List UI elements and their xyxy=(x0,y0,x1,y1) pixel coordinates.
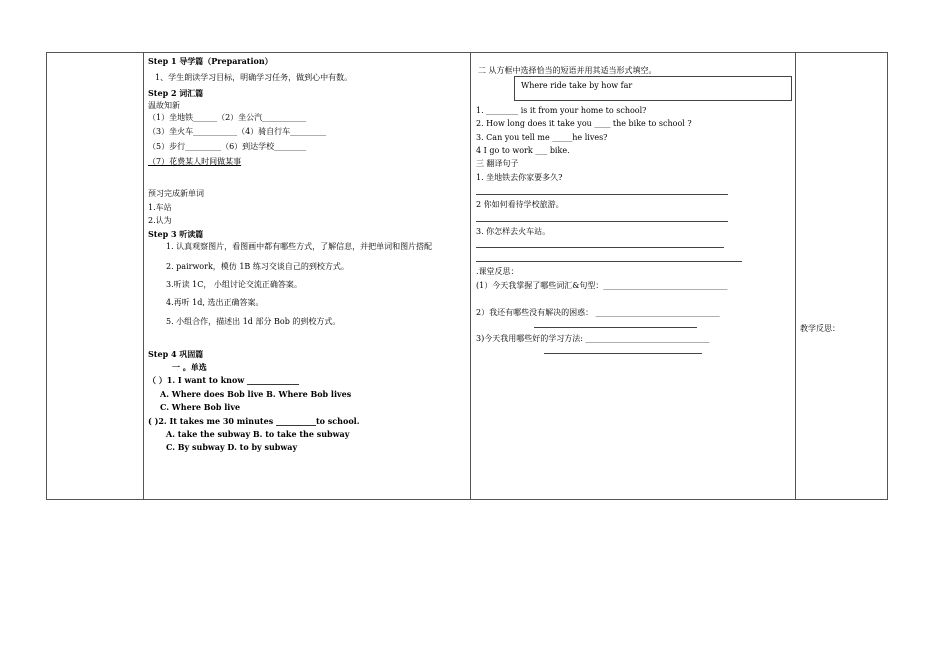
answer-line xyxy=(544,353,702,354)
preview-item: 1.车站 xyxy=(148,203,172,212)
preview-item: 2.认为 xyxy=(148,216,172,225)
part3-title: 三 翻译句子 xyxy=(476,159,519,168)
column-divider xyxy=(795,52,796,500)
step3-item: 3.听读 1C， 小组讨论交流正确答案。 xyxy=(166,280,302,289)
fill-blank: 1. ________ is it from your home to school? xyxy=(476,106,647,115)
step2-title: Step 2 词汇篇 xyxy=(148,88,204,98)
answer-line xyxy=(476,261,742,262)
reflect-item: (1）今天我掌握了哪些词汇&句型：_______________________________ xyxy=(476,281,728,290)
step3-title: Step 3 听读篇 xyxy=(148,229,204,239)
step2-subtitle: 温故知新 xyxy=(148,101,180,110)
step3-item: 1. 认真观察图片，看图画中都有哪些方式，了解信息，并把单词和图片搭配 xyxy=(166,242,433,251)
step3-item: 2. pairwork，模仿 1B 练习交谈自己的到校方式。 xyxy=(166,262,349,271)
preview-title: 预习完成新单词 xyxy=(148,189,204,198)
answer-line xyxy=(476,194,728,195)
teaching-reflection-label: 教学反思： xyxy=(800,324,840,333)
vocab-line: （3）坐火车___________（4）骑自行车_________ xyxy=(148,127,327,136)
part2-title: 二 从方框中选择恰当的短语并用其适当形式填空。 xyxy=(478,66,657,75)
reflect-item: 2）我还有哪些没有解决的困惑： _______________________________ xyxy=(476,308,720,317)
question-1: （ ）1. I want to know _____________ xyxy=(148,375,299,385)
reflect-title: .课堂反思： xyxy=(476,267,519,276)
step4-title: Step 4 巩固篇 xyxy=(148,349,204,359)
step3-item: 4.再听 1d, 选出正确答案。 xyxy=(166,298,264,307)
fill-blank: 3. Can you tell me _____he lives? xyxy=(476,133,608,142)
step3-item: 5. 小组合作，描述出 1d 部分 Bob 的到校方式。 xyxy=(166,317,341,326)
step4-subtitle: 一 。单选 xyxy=(172,362,207,372)
column-divider xyxy=(470,52,471,500)
fill-blank: 4 I go to work ___ bike. xyxy=(476,146,570,155)
step1-text: 1、学生朗读学习目标，明确学习任务，做到心中有数。 xyxy=(155,73,353,82)
vocab-line: （1）坐地铁______（2）坐公汽___________ xyxy=(148,113,307,122)
vocab-line: （7）花费某人时间做某事 xyxy=(148,157,242,166)
question-2-options: C. By subway D. to by subway xyxy=(166,442,298,452)
question-2-options: A. take the subway B. to take the subway xyxy=(166,429,350,439)
fill-blank: 2. How long does it take you ____ the bike to school ? xyxy=(476,119,692,128)
word-box-words: Where ride take by how far xyxy=(521,81,633,90)
answer-line xyxy=(476,221,728,222)
question-2: ( )2. It takes me 30 minutes __________to school. xyxy=(148,416,360,426)
translate-item: 1. 坐地铁去你家要多久? xyxy=(476,173,563,182)
translate-item: 2 你如何看待学校旅游。 xyxy=(476,200,564,209)
answer-line xyxy=(534,327,697,328)
answer-line xyxy=(476,247,724,248)
step1-title: Step 1 导学篇（Preparation） xyxy=(148,56,273,66)
column-divider xyxy=(143,52,144,500)
question-1-options: A. Where does Bob live B. Where Bob lives xyxy=(160,389,352,399)
vocab-line: （5）步行_________（6）到达学校________ xyxy=(148,142,307,151)
translate-item: 3. 你怎样去火车站。 xyxy=(476,227,551,236)
question-1-options: C. Where Bob live xyxy=(160,402,241,412)
reflect-item: 3)今天我用哪些好的学习方法: _______________________________ xyxy=(476,334,710,343)
